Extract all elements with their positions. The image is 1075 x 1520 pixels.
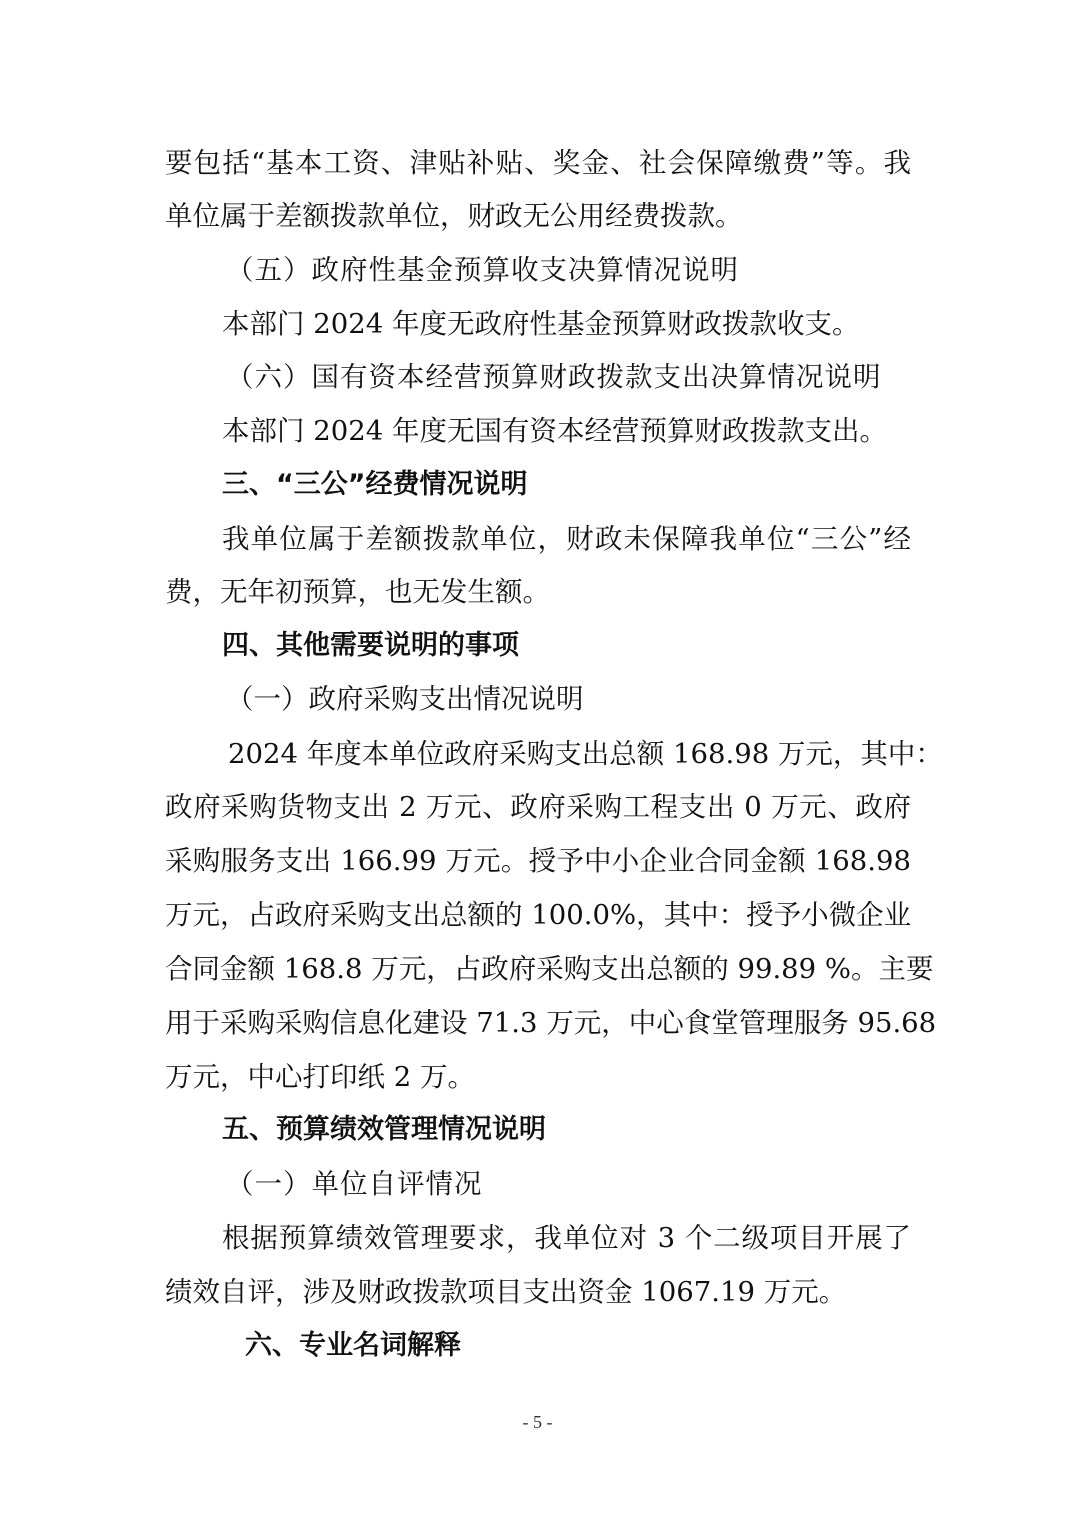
page-number: - 5 - [522, 1412, 553, 1432]
paragraph-line: 2024 年度本单位政府采购支出总额 168.98 万元，其中： [228, 738, 943, 770]
section-subheading: （一）单位自评情况 [226, 1168, 483, 1200]
paragraph-line: 根据预算绩效管理要求，我单位对 3 个二级项目开展了 [222, 1222, 911, 1254]
paragraph-line: 合同金额 168.8 万元，占政府采购支出总额的 99.89 %。主要 [165, 953, 934, 985]
section-heading: 三、“三公”经费情况说明 [222, 469, 528, 500]
paragraph-line: 单位属于差额拨款单位，财政无公用经费拨款。 [165, 200, 743, 232]
paragraph-line: 我单位属于差额拨款单位，财政未保障我单位“三公”经 [222, 523, 911, 555]
section-subheading: （五）政府性基金预算收支决算情况说明 [226, 254, 739, 286]
section-heading: 四、其他需要说明的事项 [222, 630, 519, 661]
section-heading: 五、预算绩效管理情况说明 [222, 1114, 546, 1145]
paragraph-line: 万元，占政府采购支出总额的 100.0%，其中：授予小微企业 [165, 899, 912, 931]
section-subheading: （六）国有资本经营预算财政拨款支出决算情况说明 [226, 361, 882, 393]
paragraph-line: 万元，中心打印纸 2 万。 [165, 1061, 475, 1093]
paragraph-line: 政府采购货物支出 2 万元、政府采购工程支出 0 万元、政府 [165, 791, 911, 823]
paragraph-line: 费，无年初预算，也无发生额。 [165, 576, 550, 608]
paragraph-line: 要包括“基本工资、津贴补贴、奖金、社会保障缴费”等。我 [165, 147, 911, 179]
paragraph-line: 本部门 2024 年度无国有资本经营预算财政拨款支出。 [222, 415, 887, 447]
paragraph-line: 采购服务支出 166.99 万元。授予中小企业合同金额 168.98 [165, 845, 911, 877]
paragraph-line: 本部门 2024 年度无政府性基金预算财政拨款收支。 [222, 308, 860, 340]
section-heading: 六、专业名词解释 [245, 1330, 461, 1361]
section-subheading: （一）政府采购支出情况说明 [226, 683, 584, 715]
paragraph-line: 绩效自评，涉及财政拨款项目支出资金 1067.19 万元。 [165, 1276, 847, 1308]
paragraph-line: 用于采购采购信息化建设 71.3 万元，中心食堂管理服务 95.68 [165, 1007, 937, 1039]
